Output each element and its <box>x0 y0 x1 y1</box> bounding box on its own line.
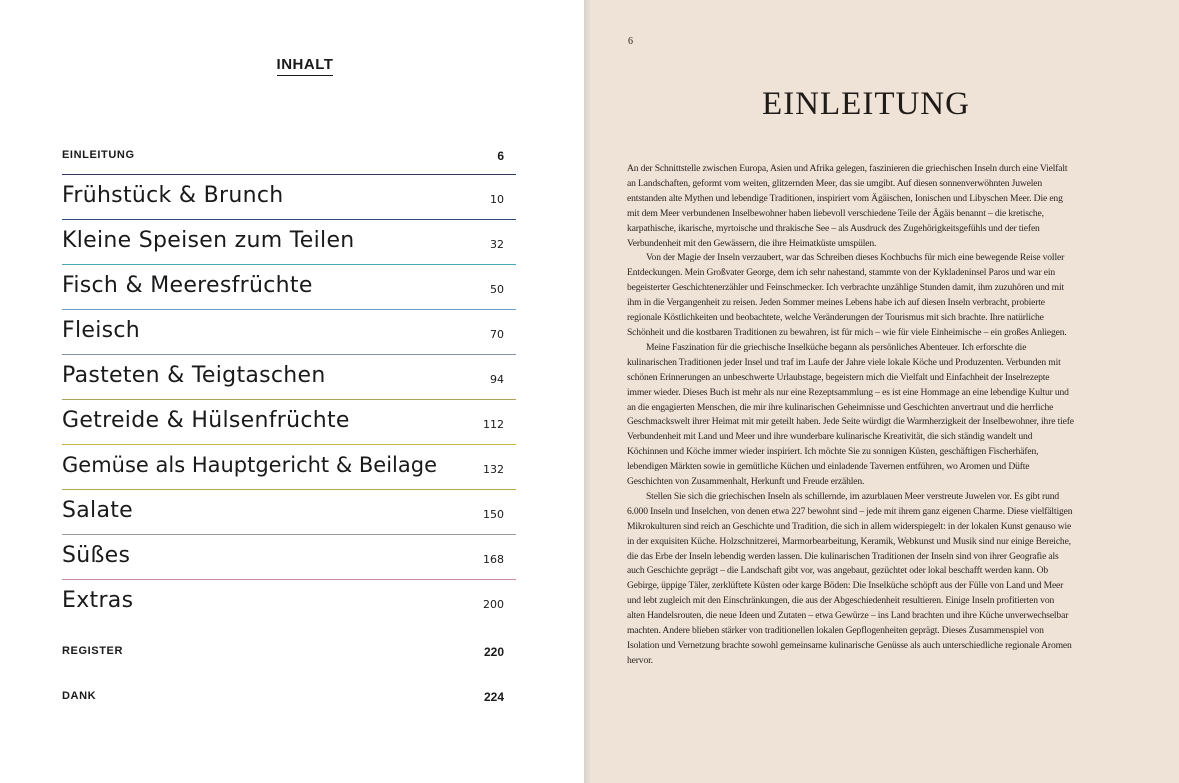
toc-entry-page: 224 <box>483 690 504 704</box>
toc-divider <box>62 309 516 310</box>
page-number: 6 <box>628 36 633 47</box>
toc-entry-label: Gemüse als Hauptgericht & Beilage <box>62 453 437 477</box>
toc-entry-page: 112 <box>483 418 504 431</box>
toc-entry-label: Pasteten & Teigtaschen <box>62 363 326 388</box>
toc-entry-label: Extras <box>62 588 134 613</box>
toc-entry-page: 10 <box>490 193 504 206</box>
toc-entry-page: 6 <box>497 149 504 163</box>
intro-paragraph: An der Schnittstelle zwischen Europa, Asien und Afrika gelegen, faszinieren die griechischen Inseln durch eine Vielfalt an Landschaften, geformt vom weiten, glitzernden Meer, das sie umgibt. Auf diesen sonnenverwöhnten Juwelen entstanden alte Mythen und lebendige Traditionen, inspiriert vom Ägäischen, Ionischen und Libyschen Meer. Die eng mit dem Meer verbundenen Inselbewohner haben liebevoll verschiedene Teile der Ägäis benannt – die kretische, karpathische, ikarische, myrtoische und thrakische See – als Ausdruck des Zugehörigkeitsgefühls und der tiefen Verbundenheit mit den Gewässern, die ihre Heimatküste umspülen. <box>627 163 1068 249</box>
toc-divider <box>62 174 516 175</box>
toc-entry-page: 220 <box>483 645 504 659</box>
toc-divider <box>62 354 516 355</box>
toc-entry-page: 132 <box>483 463 504 476</box>
intro-paragraph: Meine Faszination für die griechische Inselküche begann als persönliches Abenteuer. Ich erforschte die kulinarischen Traditionen jeder Insel und traf im Laufe der Jahre viele lokale Köche und Produzenten. Verbunden mit schönen Erinnerungen an unbeschwerte Urlaubstage, begeistern mich die Vielfalt und Einfachheit der Inselrezepte immer wieder. Dieses Buch ist mehr als nur eine Rezeptsammlung – es ist eine Hommage an eine lebendige Kultur und an die engagierten Menschen, die mir ihre kulinarischen Geheimnisse und Geschichten anvertraut und die herrliche Geschmackswelt ihrer Heimat mit mir geteilt haben. Jede Seite würdigt die Warmherzigkeit der Inselbewohner, ihre tiefe Verbundenheit mit Land und Meer und ihre wunderbare kulinarische Kreativität, die sich ständig wandelt und Köchinnen und Köche immer wieder inspiriert. Ich möchte Sie zu sonnigen Küsten, geschäftigen Fischerhäfen, lebendigen Märkten sowie in gemütliche Küchen und einladende Tavernen entführen, wo Aromen und Düfte Geschichten von Zusammenhalt, Herkunft und Freude erzählen. <box>627 341 1074 488</box>
toc-entry-label: Getreide & Hülsenfrüchte <box>62 408 350 433</box>
intro-page <box>590 0 1179 783</box>
toc-divider <box>62 489 516 490</box>
toc-entry-label: Fisch & Meeresfrüchte <box>62 273 313 298</box>
toc-entry-page: 168 <box>483 553 504 566</box>
toc-entry-page: 50 <box>490 283 504 296</box>
toc-divider <box>62 264 516 265</box>
toc-entry-page: 200 <box>483 598 504 611</box>
toc-entry-page: 70 <box>490 328 504 341</box>
toc-entry-label: Süßes <box>62 543 131 568</box>
intro-paragraph: Stellen Sie sich die griechischen Inseln als schillernde, im azurblauen Meer verstreute Juwelen vor. Es gibt rund 6.000 Inseln und Inselchen, von denen etwa 227 bewohnt sind – jede mit ihrem ganz eigenen Charme. Diese vielfältigen Mikrokulturen sind reich an Geschichte und Tradition, die sich in allem widerspiegelt: in der lokalen Kunst genauso wie in der exquisiten Küche. Holzschnitzerei, Marmorbearbeitung, Keramik, Webkunst und Musik sind nur einige Bereiche, die das Erbe der Inseln lebendig werden lassen. Die kulinarischen Traditionen der Inseln sind von ihrer Geografie als auch Geschichte geprägt – die Landschaft gibt vor, was angebaut, gezüchtet oder lokal beschafft werden kann. Ob Gebirge, üppige Täler, zerklüftete Küsten oder karge Böden: Die Inselküche schöpft aus der Fülle von Land und Meer und lebt zugleich mit den Einschränkungen, die aus der Abgeschiedenheit resultieren. Einige Inseln profitierten von alten Handelsrouten, die neue Ideen und Zutaten – etwa Gewürze – ins Land brachten und ihre Küche unverwechselbar machten. Andere blieben stärker von traditionellen lokalen Gepflogenheiten geprägt. Dieses Zusammenspiel von Isolation und Vernetzung brachte sowohl gemeinsame kulinarische Genüsse als auch unterschiedliche regionale Aromen hervor. <box>627 490 1073 666</box>
toc-entry-label: Frühstück & Brunch <box>62 183 284 208</box>
toc-entry-label: EINLEITUNG <box>62 149 135 161</box>
toc-page <box>0 0 584 783</box>
toc-entry-label: REGISTER <box>62 645 124 657</box>
toc-entry-label: Kleine Speisen zum Teilen <box>62 228 355 253</box>
toc-divider <box>62 534 516 535</box>
toc-title: INHALT <box>0 56 610 73</box>
intro-paragraph: Von der Magie der Inseln verzaubert, war das Schreiben dieses Kochbuchs für mich eine bewegende Reise voller Entdeckungen. Mein Großvater George, dem ich sehr nahestand, stammte von der Kykladeninsel Paros und war ein begeisterter Geschichtenerzähler und Feinschmecker. Ich verbrachte unzählige Stunden damit, ihm zuzuhören und mit ihm in die Vergangenheit zu reisen. Jeden Sommer meines Lebens habe ich auf diesen Inseln verbracht, probierte regionale Köstlichkeiten und beobachtete, welche Veränderungen der Tourismus mit sich brachte. Ihre natürliche Schönheit und die kostbaren Traditionen zu bewahren, ist für mich – wie für viele Einheimische – ein großes Anliegen. <box>627 252 1067 338</box>
toc-entry-page: 94 <box>490 373 504 386</box>
toc-divider <box>62 219 516 220</box>
toc-entry-page: 32 <box>490 238 504 251</box>
toc-divider <box>62 579 516 580</box>
toc-entry-page: 150 <box>483 508 504 521</box>
toc-entry-label: Fleisch <box>62 318 141 343</box>
toc-divider <box>62 444 516 445</box>
intro-body <box>627 162 1074 669</box>
intro-title: EINLEITUNG <box>762 86 970 122</box>
toc-entry-label: DANK <box>62 690 97 702</box>
toc-divider <box>62 399 516 400</box>
toc-entry-label: Salate <box>62 498 134 523</box>
